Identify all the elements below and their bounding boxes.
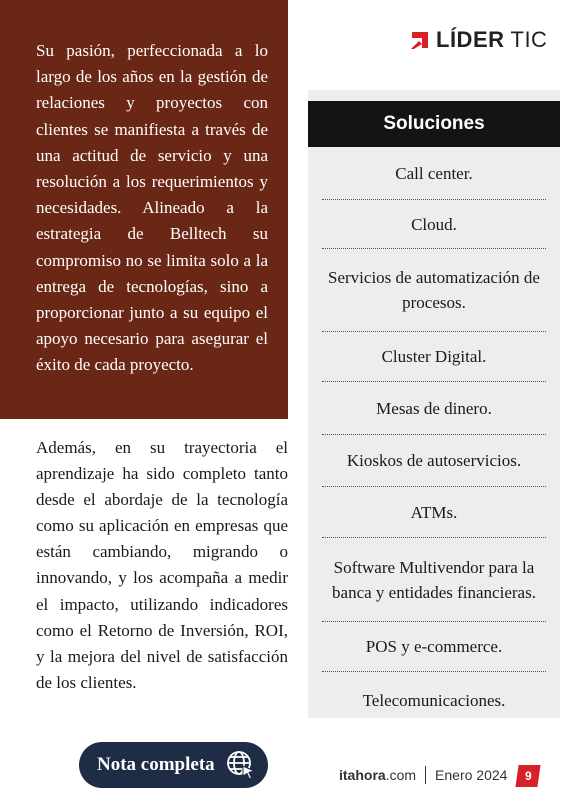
- article-paragraph-2: Además, en su trayectoria el aprendizaje ha sido completo tanto desde el abordaje de la tecnología como su aplicación en empresas que están cambiando, migrando o innovando, y los acompaña a medir el impacto, utilizando indicadores como el Retorno de Inversión, ROI, y la mejora del nivel de satisfacción de los clientes.: [36, 438, 288, 692]
- logo-light: TIC: [510, 27, 548, 52]
- solution-item: Software Multivendor para la banca y entidades financieras.: [332, 557, 536, 602]
- logo-arrow-icon: [410, 30, 430, 50]
- footer-issue: Enero 2024: [435, 767, 508, 783]
- solution-item: Cluster Digital.: [381, 347, 487, 366]
- solution-item: Kioskos de autoservicios.: [346, 451, 522, 470]
- solution-item: Mesas de dinero.: [376, 398, 492, 418]
- solutions-list: [308, 147, 560, 728]
- footer-divider: [425, 766, 426, 784]
- page-number: [515, 765, 540, 787]
- logo-text: [436, 27, 547, 53]
- lider-tic-logo: [410, 27, 547, 53]
- highlight-box: [0, 0, 288, 419]
- solution-item: Cloud.: [411, 214, 457, 234]
- solution-item: POS y e-commerce.: [365, 637, 503, 656]
- solution-item: Servicios de automatización de procesos.: [328, 268, 540, 312]
- nota-completa-button[interactable]: [79, 742, 268, 788]
- logo-bold: LÍDER: [436, 27, 505, 52]
- solution-item: ATMs.: [410, 502, 458, 522]
- solution-item: Telecomunicaciones.: [362, 690, 506, 710]
- footer-site-rest: .com: [385, 767, 417, 783]
- article-paragraph-1: Su pasión, perfeccionada a lo largo de los años en la gestión de relaciones y proyectos con clientes se manifiesta a través de una actitud de servicio y una resolución a los requerimientos y necesidades. Alineado a la estrategia de Belltech su compromiso no se limita solo a la entrega de tecnologías, sino a proporcionar junto a su equipo el apoyo necesario para asegurar el éxito de cada proyecto.: [36, 41, 268, 375]
- solutions-title: Soluciones: [308, 101, 560, 147]
- solution-item: Call center.: [395, 163, 473, 183]
- nota-completa-label: Nota completa: [97, 754, 215, 775]
- footer-site: [339, 767, 416, 783]
- footer: [339, 764, 507, 786]
- footer-site-bold: itahora: [339, 767, 386, 783]
- globe-cursor-icon: [226, 750, 256, 780]
- page-number-text: 9: [524, 769, 532, 783]
